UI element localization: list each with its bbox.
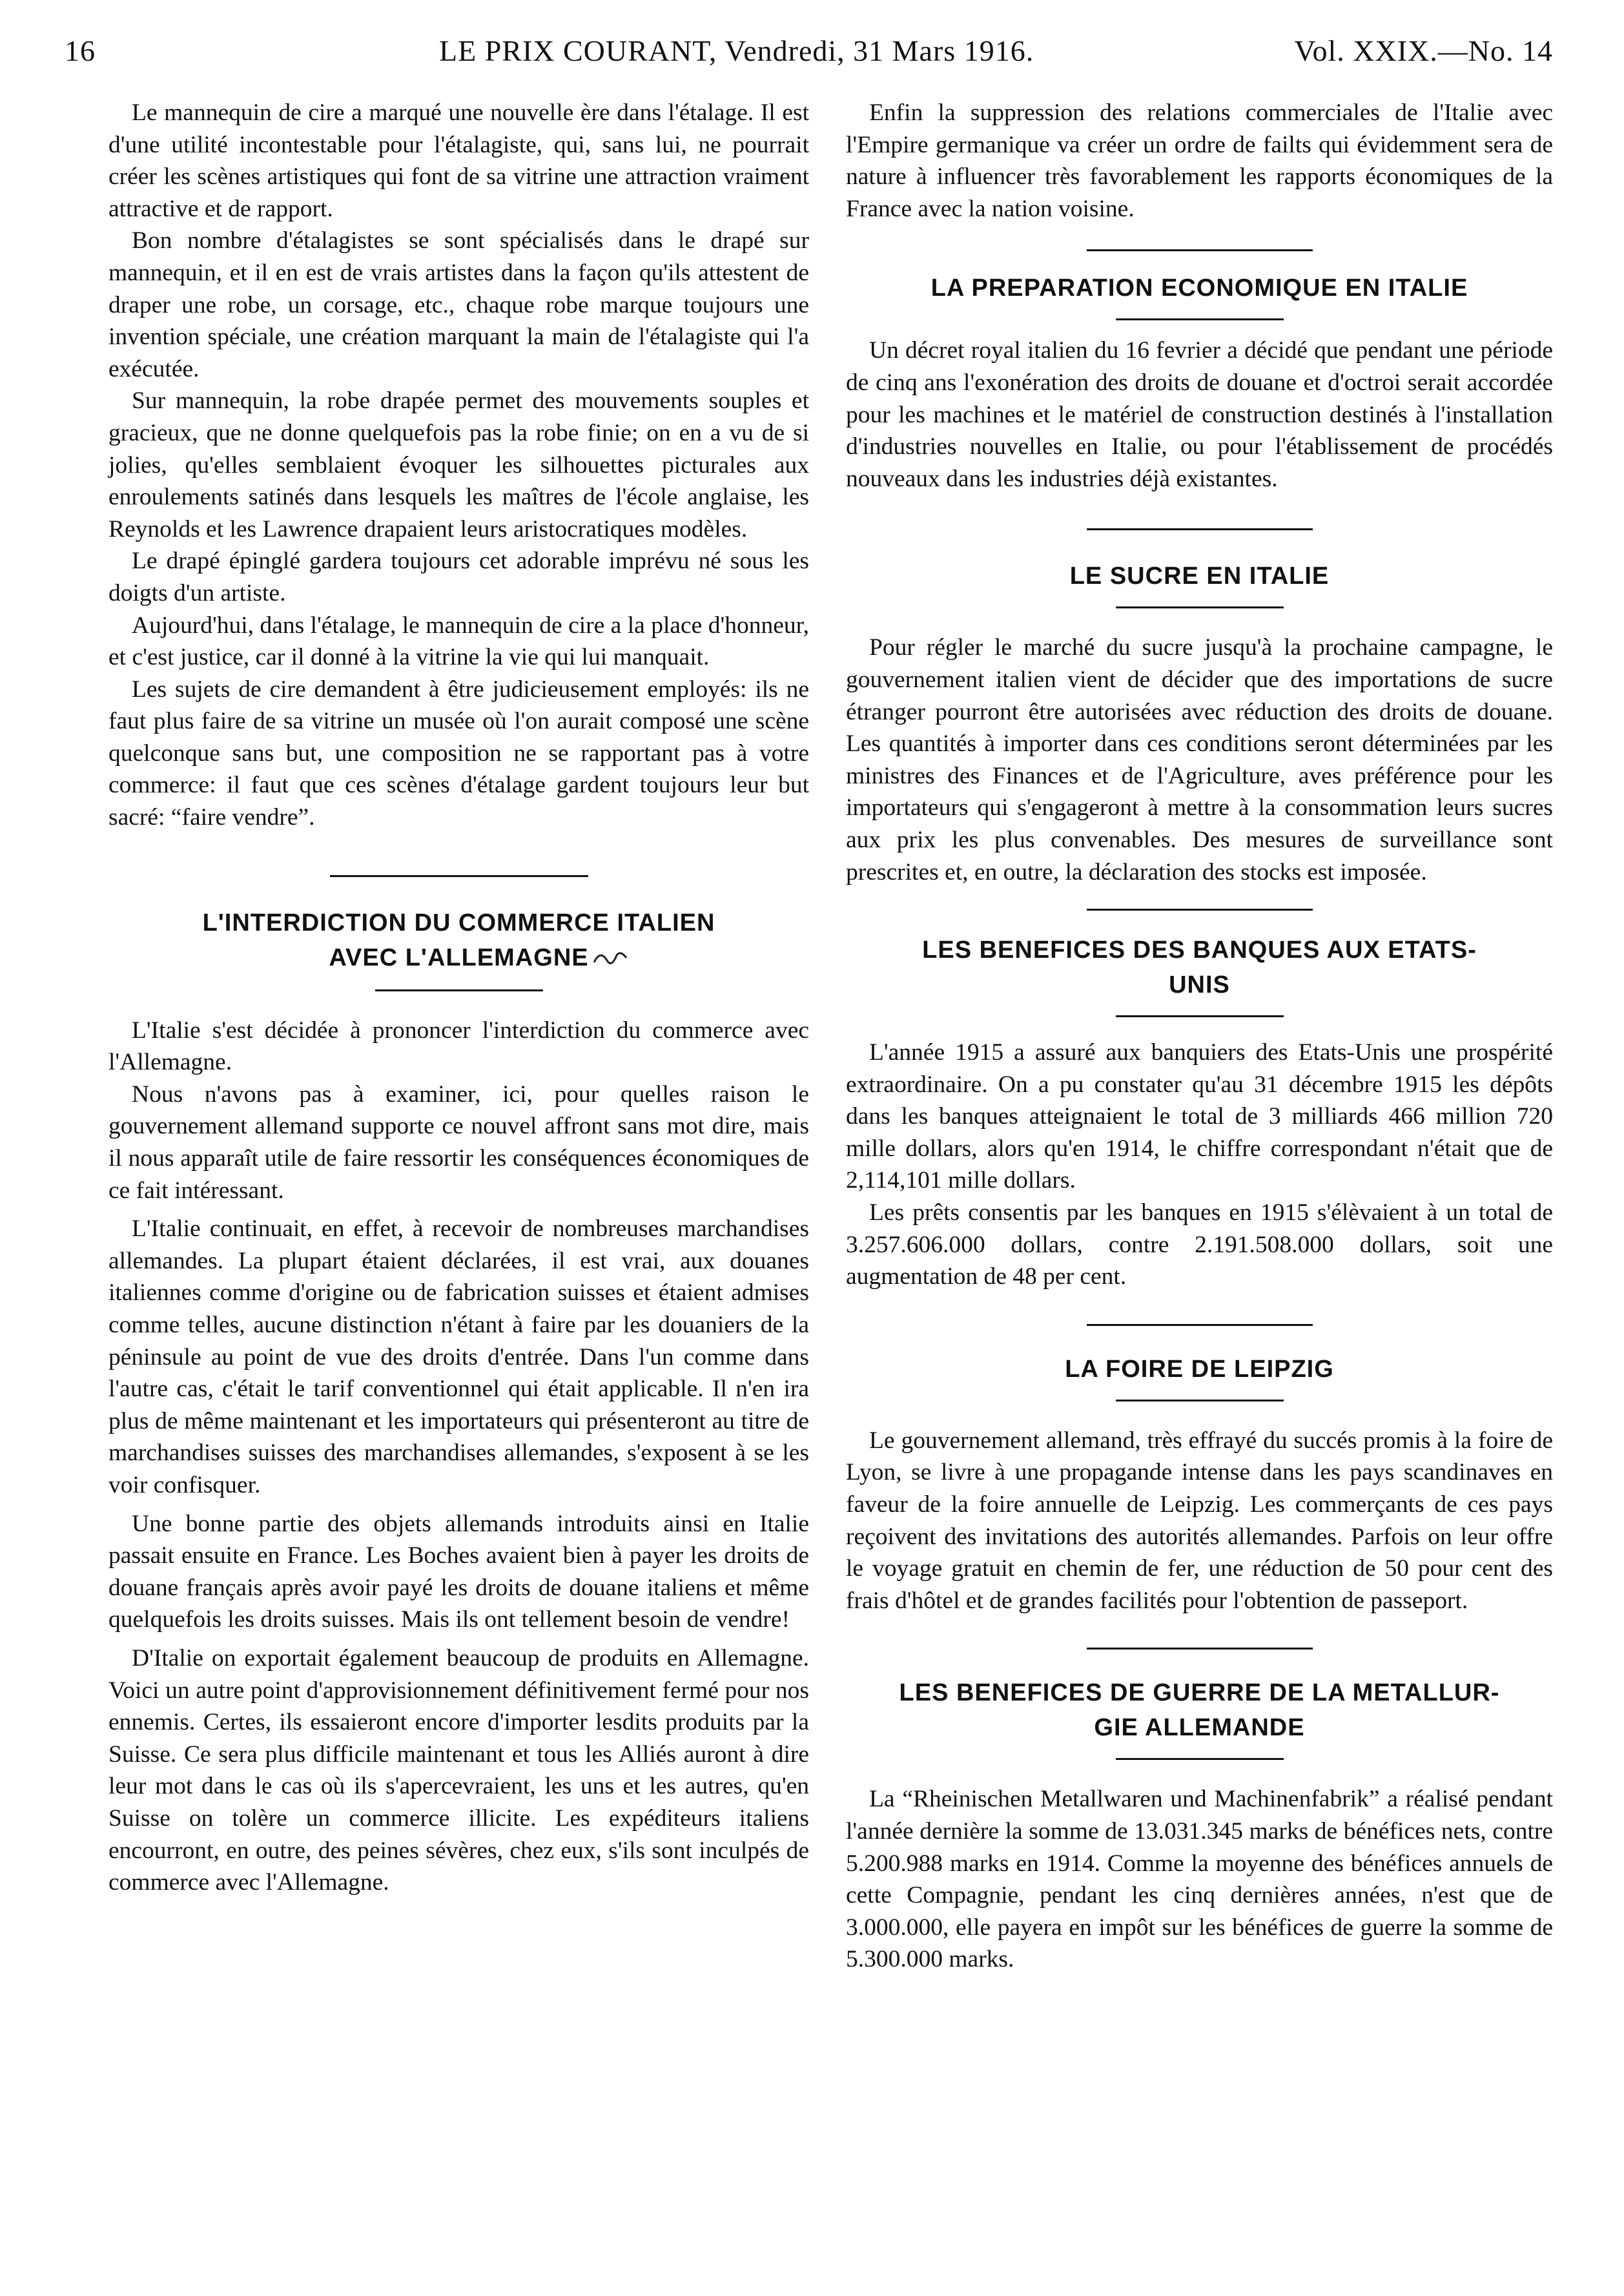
article-title <box>846 933 1553 1002</box>
article-title-line: AVEC L'ALLEMAGNE <box>329 944 589 971</box>
section-divider <box>1087 1324 1313 1326</box>
paragraph: La “Rheinischen Metallwaren und Machinenfabrik” a réalisé pendant l'année dernière la somme de 13.031.345 marks de bénéfices nets, contre 5.200.988 marks en 1914. Comme la moyenne des bénéfices annuels de cette Compagnie, pendant les cinq dernières années, n'est que de 3.000.000, elle payera en impôt sur les bénéfices de guerre la somme de 5.300.000 marks. <box>846 1786 1553 1973</box>
article-title <box>846 1675 1553 1745</box>
article-metallurgie <box>846 1675 1553 1976</box>
article-title: LA FOIRE DE LEIPZIG <box>1065 1355 1334 1383</box>
page-number: 16 <box>65 34 96 67</box>
paragraph: Le gouvernement allemand, très effrayé du succés promis à la foire de Lyon, se livre à une propagande intense dans les pays scandinaves en faveur de la foire annuelle de Leipzig. Les commerçants de ces pays reçoivent des invitations des autorités allemandes. Parfois on leur offre le voyage gratuit en chemin de fer, une réduction de 50 pour cent des frais d'hôtel et de grandes facilités pour l'obtention de passeport. <box>846 1427 1553 1614</box>
paragraph: D'Italie on exportait également beaucoup de produits en Allemagne. Voici un autre point d'approvisionnement définitivement fermé pour nos ennemis. Certes, ils essaieront encore d'importer lesdits produits par la Suisse. Ce sera plus difficile maintenant et tous les Alliés auront à dire leur mot dans le cas où ils s'apercevraient, les uns et les autres, qu'en Suisse on tolère un commerce illicite. Les expéditeurs italiens encourront, en outre, des peines sévères, chez eux, s'ils sont inculpés de commerce avec l'Allemagne. <box>108 1644 809 1896</box>
title-underline <box>1116 606 1284 608</box>
title-underline <box>1116 1015 1284 1017</box>
section-divider <box>1087 528 1313 530</box>
section-divider <box>1087 1648 1313 1650</box>
paragraph: L'année 1915 a assuré aux banquiers des Etats-Unis une prospérité extraordinaire. On a pu constater qu'au 31 décembre 1915 les dépôts dans les banques atteignaient le total de 3 milliards 466 million 720 mille dollars, alors qu'en 1914, le chiffre correspondant n'était que de 2,114,101 mille dollars. <box>846 1039 1553 1194</box>
paragraph: Sur mannequin, la robe drapée permet des mouvements souples et gracieux, que ne donne quelquefois pas la robe finie; on en a vu de si jolies, qu'elles semblaient évoquer les silhouettes picturales aux enroulements satinés dans lesquels les maîtres de l'école anglaise, les Reynolds et les Lawrence drapaient leurs aristocratiques modèles. <box>108 388 809 543</box>
article-title-line: LES BENEFICES DES BANQUES AUX ETATS- <box>922 936 1477 964</box>
article-title: LA PREPARATION ECONOMIQUE EN ITALIE <box>930 274 1468 302</box>
right-column <box>846 97 1553 1976</box>
article-interdiction <box>108 905 809 1899</box>
paragraph: Bon nombre d'étalagistes se sont spécialisés dans le drapé sur mannequin, et il en est de vrais artistes dans la façon qu'ils attestent de draper une robe, un corsage, etc., chaque robe marque toujours une invention spéciale, une création marquant la main de l'étalagiste qui l'a exécutée. <box>108 227 809 382</box>
paragraph: Le drapé épinglé gardera toujours cet adorable imprévu né sous les doigts d'un artiste. <box>108 548 809 606</box>
paragraph: L'Italie s'est décidée à prononcer l'interdiction du commerce avec l'Allemagne. <box>108 1017 809 1076</box>
paragraph: Un décret royal italien du 16 fevrier a décidé que pendant une période de cinq ans l'exonération des droits de douane et d'octroi serait accordée pour les machines et le matériel de construction destinés à l'installation d'industries nouvelles en Italie, ou pour l'établissement de procédés nouveaux dans les industries déjà existantes. <box>846 337 1553 492</box>
title-underline <box>375 989 543 991</box>
paragraph: L'Italie continuait, en effet, à recevoir de nombreuses marchandises allemandes. La plupart étaient déclarées, il est vrai, aux douanes italiennes comme d'origine ou de fabrication suisses et étaient admises comme telles, aucune distinction n'étant à faire par les douaniers de la péninsule au point de vue des droits d'entrée. Dans l'un comme dans l'autre cas, c'était le tarif conventionnel qui était applicable. Il n'en ira plus de même maintenant et les importateurs qui présenteront au titre de marchandises suisses des marchandises allemandes, s'exposent à se les voir confisquer. <box>108 1215 809 1498</box>
mannequin-article <box>108 97 809 834</box>
article-title: LE SUCRE EN ITALIE <box>1069 563 1330 590</box>
volume-number: Vol. XXIX.—No. 14 <box>1294 34 1553 67</box>
title-underline <box>1116 318 1284 320</box>
article-title-line: L'INTERDICTION DU COMMERCE ITALIEN <box>202 909 715 936</box>
paragraph: Pour régler le marché du sucre jusqu'à la prochaine campagne, le gouvernement italien vient de décider que des importations de sucre étranger pourront être autorisées avec réduction des droits de douane. Les quantités à importer dans ces conditions seront déterminées par les ministres des Finances et de l'Agriculture, aves préférence pour les importateurs qui s'engageront à mettre à la consommation leurs sucres aux prix les plus convenables. Des mesures de surveillance sont prescrites et, en outre, la déclaration des stocks est imposée. <box>846 634 1553 885</box>
masthead-title: LE PRIX COURANT, Vendredi, 31 Mars 1916. <box>439 34 1034 67</box>
article-title-line: UNIS <box>1169 971 1230 999</box>
paragraph: Aujourd'hui, dans l'étalage, le mannequin de cire a la place d'honneur, et c'est justice, car il donné à la vitrine la vie qui lui manquait. <box>108 612 809 671</box>
article-banques <box>846 933 1553 1293</box>
title-underline <box>1116 1400 1284 1401</box>
section-divider <box>1087 909 1313 911</box>
article-title-line: GIE ALLEMANDE <box>1094 1714 1305 1742</box>
italy-relations-conclusion <box>846 97 1553 225</box>
paragraph: Le mannequin de cire a marqué une nouvelle ère dans l'étalage. Il est d'une utilité incontestable pour l'étalagiste, qui, sans lui, ne pourrait créer les scènes artistiques qui font de sa vitrine une attraction vraiment attractive et de rapport. <box>108 99 809 222</box>
paragraph: Les sujets de cire demandent à être judicieusement employés: ils ne faut plus faire de sa vitrine un musée où l'on aurait composé une scène quelconque sans but, une composition ne se rapportant pas à votre commerce: il faut que ces scènes d'étalage gardent toujours leur but sacré: “faire vendre”. <box>108 676 809 831</box>
ornament-mark-icon <box>591 946 630 972</box>
article-preparation-economique <box>846 271 1553 495</box>
article-foire-leipzig <box>846 1352 1553 1617</box>
section-divider <box>1087 249 1313 251</box>
paragraph: Une bonne partie des objets allemands introduits ainsi en Italie passait ensuite en France. Les Boches avaient bien à payer les droits de douane français après avoir payé les droits de douane italiens et même quelquefois les droits suisses. Mais ils ont tellement besoin de vendre! <box>108 1510 809 1633</box>
article-title <box>108 905 809 975</box>
left-column <box>108 97 809 1899</box>
title-underline <box>1116 1758 1284 1760</box>
paragraph: Enfin la suppression des relations commerciales de l'Italie avec l'Empire germanique va créer un ordre de failts qui évidemment sera de nature à influencer très favorablement les rapports économiques de la France avec la nation voisine. <box>846 99 1553 222</box>
article-title-line: LES BENEFICES DE GUERRE DE LA METALLUR- <box>899 1679 1500 1707</box>
article-sucre <box>846 559 1553 888</box>
section-divider <box>330 875 588 877</box>
paragraph: Les prêts consentis par les banques en 1915 s'élèvaient à un total de 3.257.606.000 dollars, contre 2.191.508.000 dollars, soit une augmentation de 48 per cent. <box>846 1199 1553 1290</box>
page-header <box>65 34 1553 85</box>
paragraph: Nous n'avons pas à examiner, ici, pour quelles raison le gouvernement allemand supporte ce nouvel affront sans mot dire, mais il nous apparaît utile de faire ressortir les conséquences économiques de ce fait intéressant. <box>108 1081 809 1204</box>
